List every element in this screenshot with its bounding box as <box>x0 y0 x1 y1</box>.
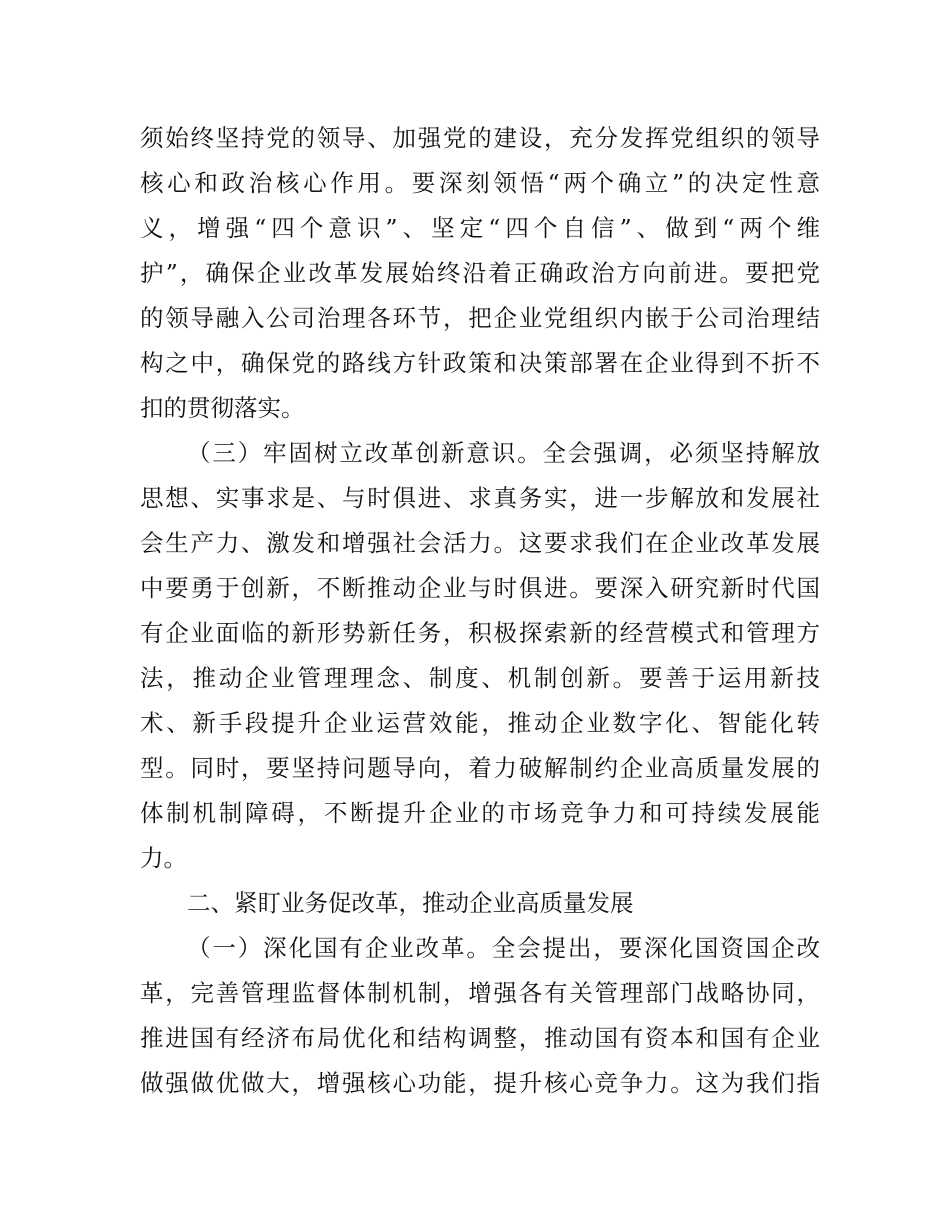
text-line: 义，增强“四个意识”、坚定“四个自信”、做到“两个维 <box>140 214 820 242</box>
text-line: 构之中，确保党的路线方针政策和决策部署在企业得到不折不 <box>140 349 820 377</box>
text-line: 二、紧盯业务促改革，推动企业高质量发展 <box>187 889 634 917</box>
text-line: 的领导融入公司治理各环节，把企业党组织内嵌于公司治理结 <box>140 304 820 332</box>
text-line: 须始终坚持党的领导、加强党的建设，充分发挥党组织的领导 <box>140 124 820 152</box>
text-line: 思想、实事求是、与时俱进、求真务实，进一步解放和发展社 <box>140 484 820 512</box>
text-line: 革，完善管理监督体制机制，增强各有关管理部门战略协同， <box>140 979 820 1007</box>
text-line: 有企业面临的新形势新任务，积极探索新的经营模式和管理方 <box>140 619 820 647</box>
text-line: 术、新手段提升企业运营效能，推动企业数字化、智能化转 <box>140 709 820 737</box>
text-line: 中要勇于创新，不断推动企业与时俱进。要深入研究新时代国 <box>140 574 820 602</box>
text-line: 推进国有经济布局优化和结构调整，推动国有资本和国有企业 <box>140 1024 820 1052</box>
text-line: 扣的贯彻落实。 <box>140 394 305 422</box>
text-line: （一）深化国有企业改革。全会提出，要深化国资国企改 <box>187 934 820 962</box>
text-line: 体制机制障碍，不断提升企业的市场竞争力和可持续发展能 <box>140 799 820 827</box>
text-line: 核心和政治核心作用。要深刻领悟“两个确立”的决定性意 <box>140 169 820 197</box>
text-line: 法，推动企业管理理念、制度、机制创新。要善于运用新技 <box>140 664 820 692</box>
text-line: 型。同时，要坚持问题导向，着力破解制约企业高质量发展的 <box>140 754 820 782</box>
text-line: 护”，确保企业改革发展始终沿着正确政治方向前进。要把党 <box>140 259 820 287</box>
text-line: 会生产力、激发和增强社会活力。这要求我们在企业改革发展 <box>140 529 820 557</box>
document-body <box>140 116 820 1106</box>
text-line: （三）牢固树立改革创新意识。全会强调，必须坚持解放 <box>187 439 820 467</box>
text-line: 力。 <box>140 844 187 872</box>
text-line: 做强做优做大，增强核心功能，提升核心竞争力。这为我们指 <box>140 1069 820 1097</box>
